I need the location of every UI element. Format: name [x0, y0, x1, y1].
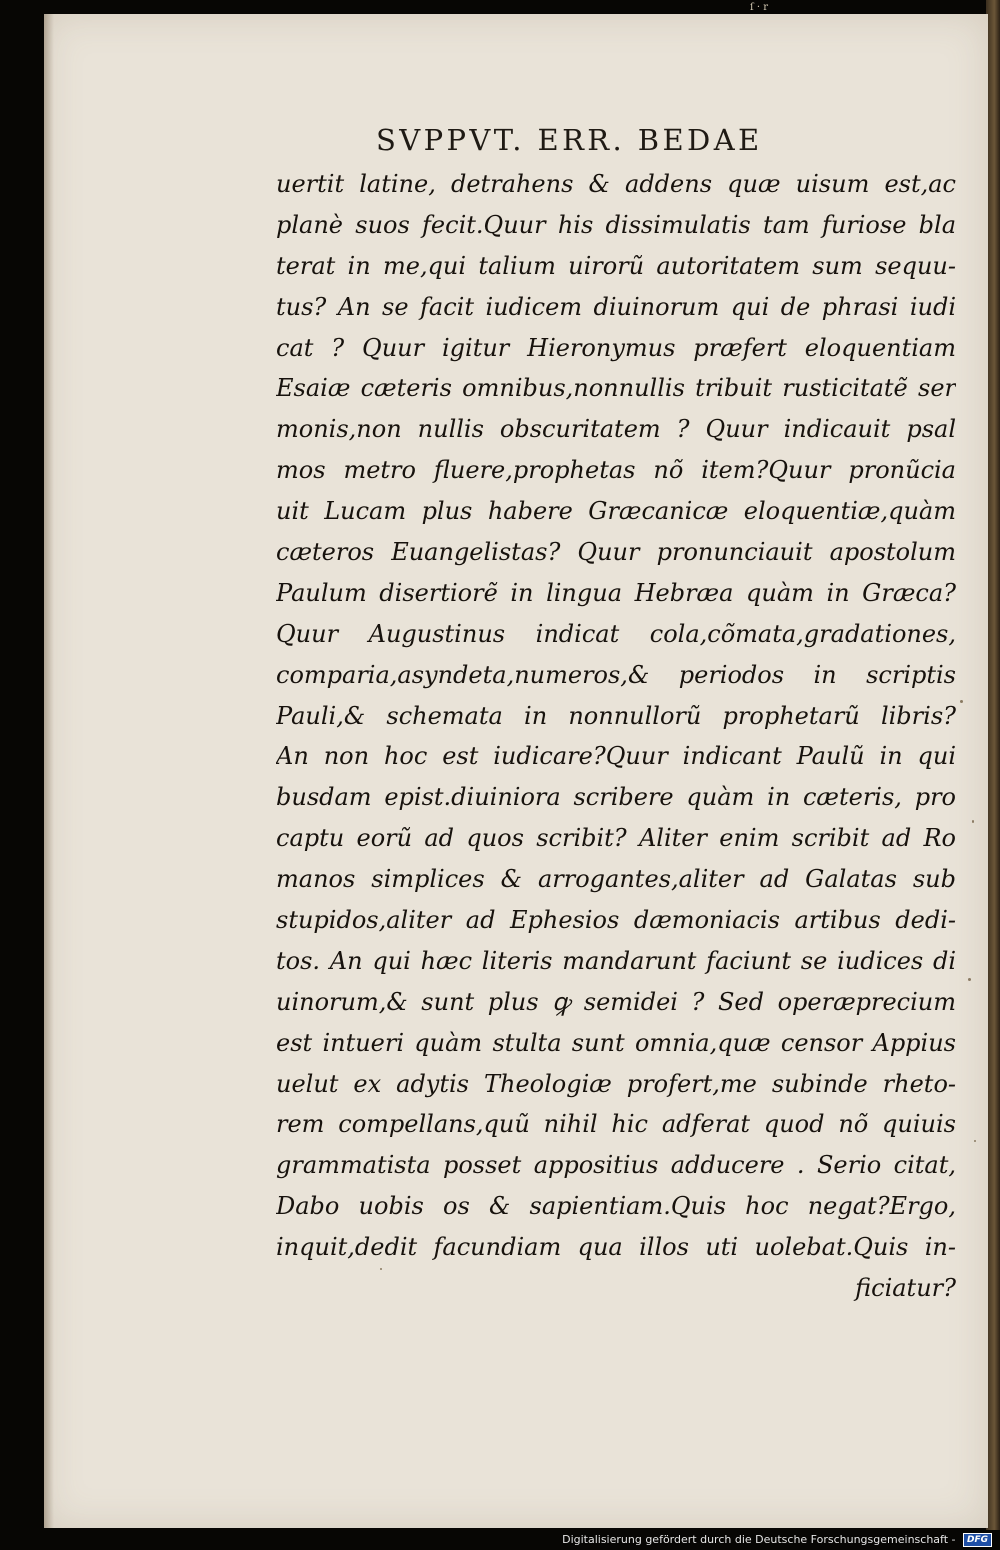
book-edge [986, 0, 1000, 1530]
text-line: Paulum disertiorẽ in lingua Hebræa quàm in Græca? [276, 578, 956, 607]
text-line: Pauli,& schemata in nonnullorũ prophetarũ libris? [276, 701, 956, 730]
text-line: uertit latine, detrahens & addens quæ uisum est,ac [276, 170, 956, 198]
body-text [276, 164, 956, 1309]
text-line: inquit,dedit facundiam qua illos uti uolebat.Quis in- [276, 1233, 956, 1262]
text-line: rem compellans,quũ nihil hic adferat quod nõ quiuis [276, 1110, 956, 1139]
text-line: An non hoc est iudicare?Quur indicant Paulũ in qui [276, 742, 956, 771]
text-line: uelut ex adytis Theologiæ profert,me subinde rheto- [276, 1069, 956, 1098]
text-line: est intueri quàm stulta sunt omnia,quæ censor Appius [276, 1028, 956, 1057]
credit-text: Digitalisierung gefördert durch die Deutsche Forschungsgemeinschaft - [562, 1533, 956, 1546]
text-line: stupidos,aliter ad Ephesios dæmoniacis artibus dedi- [276, 906, 956, 935]
text-line: comparia,asyndeta,numeros,& periodos in scriptis [276, 660, 956, 689]
text-line: terat in me,qui talium uirorũ autoritatem sum sequu- [276, 251, 956, 280]
top-edge-mark: ſ · r [750, 2, 769, 13]
text-line: Quur Augustinus indicat cola,cõmata,gradationes, [276, 619, 956, 648]
digitization-credit [560, 1532, 992, 1548]
text-line: cat ? Quur igitur Hieronymus præfert eloquentiam [276, 333, 956, 362]
text-line: uinorum,& sunt plus ꝙ semidei ? Sed operæprecium [276, 987, 956, 1016]
text-line: uit Lucam plus habere Græcanicæ eloquentiæ,quàm [276, 497, 956, 526]
running-head: SVPPVT. ERR. BEDAE [376, 123, 763, 157]
text-line: tus? An se facit iudicem diuinorum qui de phrasi iudi [276, 292, 956, 321]
text-line: Esaiæ cæteris omnibus,nonnullis tribuit rusticitatẽ ser [276, 374, 956, 403]
text-line: manos simplices & arrogantes,aliter ad Galatas sub [276, 865, 956, 894]
text-line: Dabo uobis os & sapientiam.Quis hoc negat?Ergo, [276, 1192, 956, 1221]
catchword: ficiatur? [855, 1274, 956, 1303]
dfg-logo: DFG [963, 1533, 992, 1547]
text-line: busdam epist.diuiniora scribere quàm in cæteris, pro [276, 783, 956, 812]
text-line: monis,non nullis obscuritatem ? Quur indicauit psal [276, 415, 956, 444]
text-line: mos metro fluere,prophetas nõ item?Quur pronũcia [276, 456, 956, 485]
text-line: tos. An qui hæc literis mandarunt faciunt se iudices di [276, 946, 956, 975]
text-line: cæteros Euangelistas? Quur pronunciauit apostolum [276, 538, 956, 567]
text-line: captu eorũ ad quos scribit? Aliter enim scribit ad Ro [276, 824, 956, 853]
text-line: grammatista posset appositius adducere . Serio citat, [276, 1151, 956, 1180]
text-line: planè suos fecit.Quur his dissimulatis tam furiose bla [276, 210, 956, 239]
